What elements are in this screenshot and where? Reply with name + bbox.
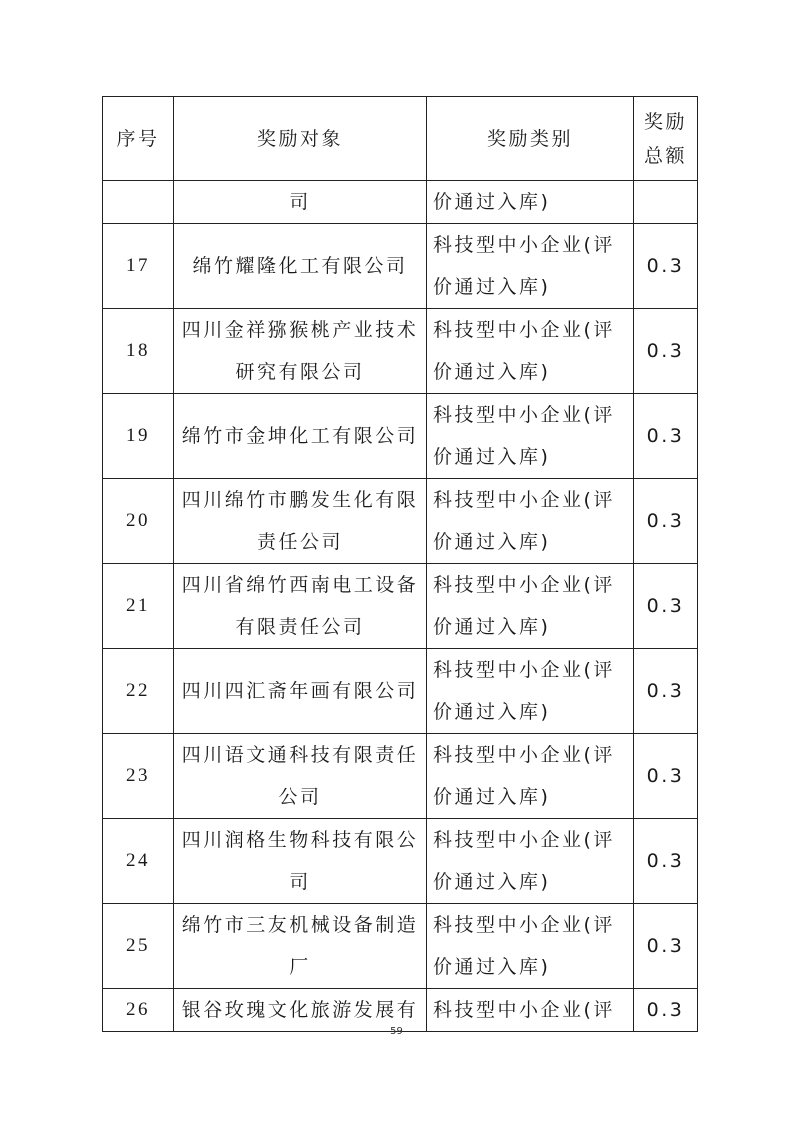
target-cell (174, 394, 427, 479)
category-line: 科技型中小企业(评 (433, 574, 615, 596)
target-line: 责任公司 (256, 531, 343, 553)
target-line: 绵竹市金坤化工有限公司 (181, 425, 419, 447)
seq-cell: 19 (103, 394, 174, 479)
target-line: 公司 (278, 786, 322, 808)
target-line: 绵竹市三友机械设备制造 (181, 914, 419, 936)
table-row (103, 309, 698, 394)
target-line: 司 (289, 871, 311, 893)
amount-cell: 0.3 (634, 734, 698, 819)
header-row (103, 97, 698, 181)
category-line: 价通过入库) (433, 786, 551, 808)
table-row (103, 394, 698, 479)
category-line: 价通过入库) (433, 276, 551, 298)
target-cell (174, 649, 427, 734)
target-line: 厂 (289, 956, 311, 978)
header-category: 奖励类别 (427, 97, 634, 181)
amount-cell: 0.3 (634, 649, 698, 734)
seq-cell: 23 (103, 734, 174, 819)
target-line: 四川金祥猕猴桃产业技术 (181, 319, 419, 341)
table-row (103, 224, 698, 309)
category-line: 科技型中小企业(评 (433, 744, 615, 766)
category-line: 价通过入库) (433, 956, 551, 978)
category-line: 科技型中小企业(评 (433, 829, 615, 851)
table-row (103, 819, 698, 904)
header-amount (634, 97, 698, 181)
category-cell (427, 309, 634, 394)
category-line: 价通过入库) (433, 446, 551, 468)
target-line: 司 (289, 191, 311, 213)
target-cell (174, 309, 427, 394)
header-seq: 序号 (103, 97, 174, 181)
target-line: 有限责任公司 (235, 616, 365, 638)
target-line: 研究有限公司 (235, 361, 365, 383)
category-line: 价通过入库) (433, 191, 551, 213)
category-cell (427, 479, 634, 564)
amount-cell: 0.3 (634, 904, 698, 989)
table-row (103, 564, 698, 649)
seq-cell: 20 (103, 479, 174, 564)
table-row (103, 734, 698, 819)
header-amount-line: 奖励 (643, 110, 687, 133)
target-line: 四川四汇斋年画有限公司 (181, 680, 419, 702)
category-cell (427, 904, 634, 989)
target-cell (174, 479, 427, 564)
table-row (103, 479, 698, 564)
continued-row (103, 181, 698, 224)
amount-cell (634, 181, 698, 224)
amount-cell: 0.3 (634, 309, 698, 394)
table-row (103, 904, 698, 989)
category-line: 科技型中小企业(评 (433, 319, 615, 341)
category-line: 科技型中小企业(评 (433, 234, 615, 256)
target-cell (174, 564, 427, 649)
seq-cell: 22 (103, 649, 174, 734)
category-line: 科技型中小企业(评 (433, 914, 615, 936)
table-body (103, 181, 698, 1032)
amount-cell: 0.3 (634, 394, 698, 479)
category-line: 科技型中小企业(评 (433, 404, 615, 426)
category-cell (427, 649, 634, 734)
target-line: 四川语文通科技有限责任 (181, 744, 419, 766)
category-line: 科技型中小企业(评 (433, 659, 615, 681)
seq-cell: 17 (103, 224, 174, 309)
category-cell (427, 734, 634, 819)
seq-cell: 21 (103, 564, 174, 649)
amount-cell: 0.3 (634, 819, 698, 904)
page-number: 59 (390, 1026, 403, 1037)
category-line: 科技型中小企业(评 (433, 999, 615, 1021)
amount-cell: 0.3 (634, 989, 698, 1032)
category-cell (427, 564, 634, 649)
target-line: 绵竹耀隆化工有限公司 (192, 255, 408, 277)
seq-cell: 24 (103, 819, 174, 904)
seq-cell (103, 181, 174, 224)
seq-cell: 18 (103, 309, 174, 394)
table-row (103, 649, 698, 734)
target-cell (174, 734, 427, 819)
category-cell (427, 181, 634, 224)
target-line: 四川绵竹市鹏发生化有限 (181, 489, 419, 511)
seq-cell: 26 (103, 989, 174, 1032)
target-line: 四川润格生物科技有限公 (181, 829, 419, 851)
header-amount-line: 总额 (643, 144, 687, 167)
category-line: 价通过入库) (433, 361, 551, 383)
target-cell (174, 819, 427, 904)
category-cell (427, 394, 634, 479)
amount-cell: 0.3 (634, 479, 698, 564)
category-line: 价通过入库) (433, 531, 551, 553)
target-cell (174, 904, 427, 989)
target-line: 四川省绵竹西南电工设备 (181, 574, 419, 596)
category-cell (427, 819, 634, 904)
seq-cell: 25 (103, 904, 174, 989)
category-line: 价通过入库) (433, 871, 551, 893)
category-line: 价通过入库) (433, 616, 551, 638)
header-target: 奖励对象 (174, 97, 427, 181)
category-line: 科技型中小企业(评 (433, 489, 615, 511)
target-cell (174, 224, 427, 309)
target-cell (174, 181, 427, 224)
award-table (102, 96, 698, 1032)
target-line: 银谷玫瑰文化旅游发展有 (181, 999, 419, 1021)
category-line: 价通过入库) (433, 701, 551, 723)
category-cell (427, 224, 634, 309)
amount-cell: 0.3 (634, 224, 698, 309)
amount-cell: 0.3 (634, 564, 698, 649)
